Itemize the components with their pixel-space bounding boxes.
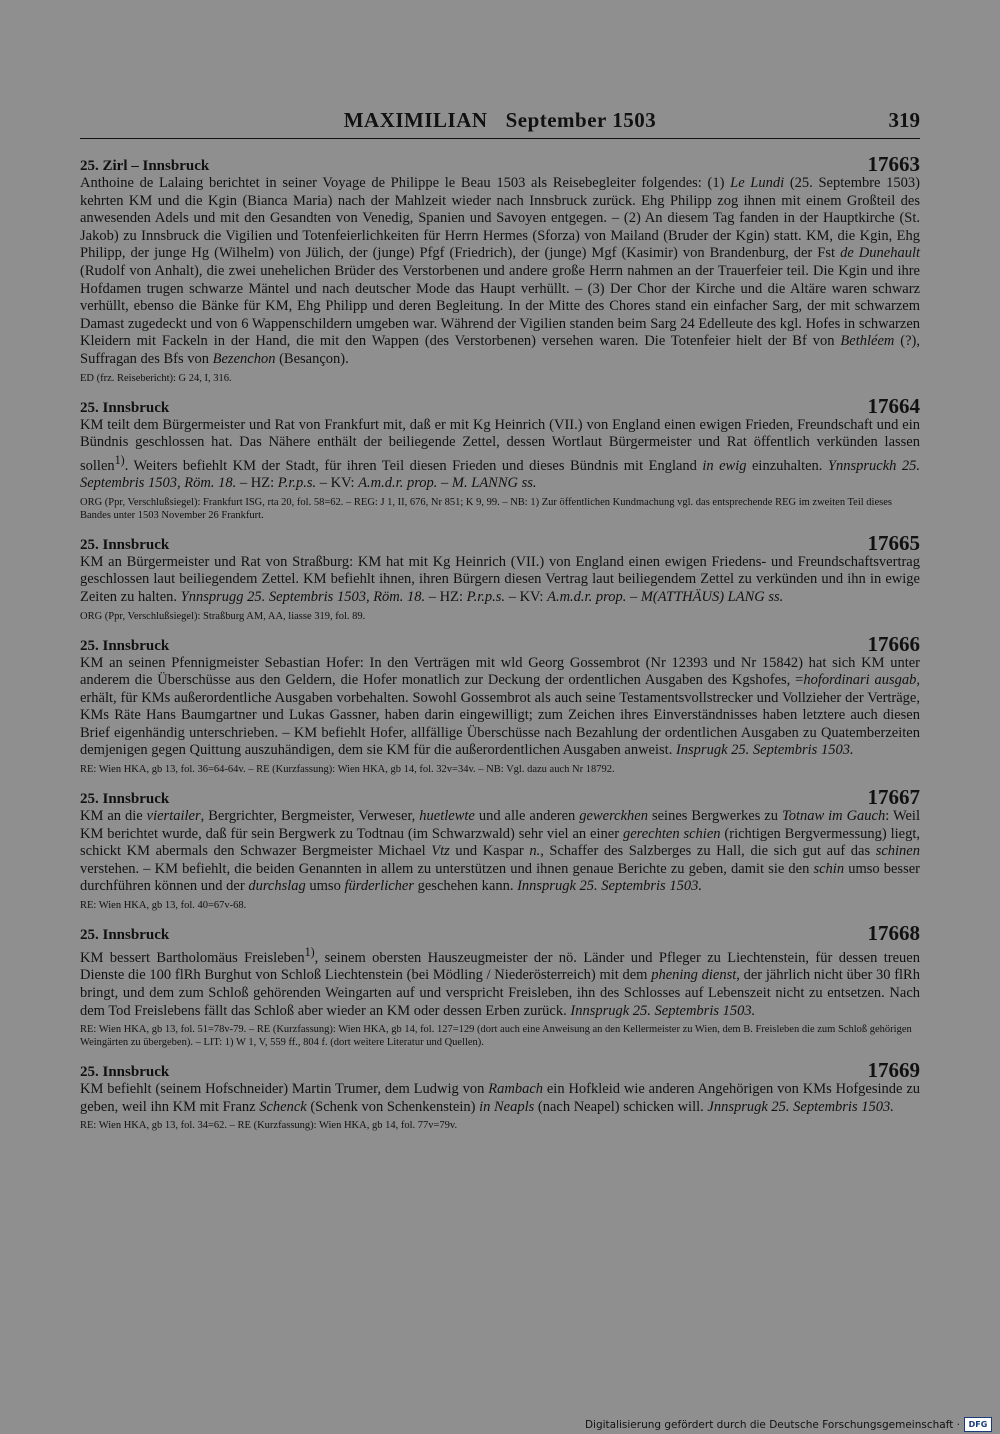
entry-number: 17665 [867, 530, 920, 555]
entry-number: 17669 [867, 1058, 920, 1083]
entry [80, 1059, 920, 1132]
entry [80, 633, 920, 777]
entry-head [80, 153, 920, 175]
entry-place: 25. Innsbruck [80, 791, 170, 808]
entry-number: 17667 [867, 785, 920, 810]
entry-place: 25. Innsbruck [80, 399, 170, 416]
entry-head [80, 633, 920, 655]
entry-place: 25. Innsbruck [80, 927, 170, 944]
document-page [80, 104, 920, 1132]
entry [80, 153, 920, 385]
entry [80, 786, 920, 912]
entry-text: KM an Bürgermeister und Rat von Straßburg: KM hat mit Kg Heinrich (VII.) von England einen ewigen Friedens- und Freundschaftsvertrag geschlossen laut beiliegendem Zettel. KM befiehlt ihnen, ihren Bürgern diesen Vertrag laut beiliegendem Zettel zu verkünden und ihn in ewige Zeiten zu halten. Ynnsprugg 25. Septembris 1503, Röm. 18. – HZ: P.r.p.s. – KV: A.m.d.r. prop. – M(ATTHÄUS) LANG ss. [80, 553, 920, 605]
entry-place: 25. Innsbruck [80, 1064, 170, 1081]
credit-text: Digitalisierung gefördert durch die Deutsche Forschungsgemeinschaft · [584, 1418, 960, 1431]
entry-source: ORG (Ppr, Verschlußsiegel): Frankfurt ISG, rta 20, fol. 58=62. – REG: J 1, II, 676, Nr 851; K 9, 99. – NB: 1) Zur öffentlichen Kundmachung vgl. das entsprechende REG im zweiten Teil dieses Bandes unter 1503 November 26 Frankfurt. [80, 496, 892, 521]
entries-list [80, 153, 920, 1132]
entry [80, 922, 920, 1049]
entry-source: RE: Wien HKA, gb 13, fol. 51=78v-79. – RE (Kurzfassung): Wien HKA, gb 14, fol. 127=129 (dort auch eine Anweisung an den Kellermeister zu Wien, dem B. Freisleben die zum Schloß gehörigen Weingärten zu übergeben). – LIT: 1) W 1, V, 559 ff., 804 f. (dort weitere Literatur und Quellen). [80, 1024, 912, 1049]
running-title-name: MAXIMILIAN [343, 108, 488, 132]
entry [80, 532, 920, 623]
entry-number: 17663 [867, 152, 920, 176]
entry-place: 25. Innsbruck [80, 637, 170, 654]
entry-place: 25. Innsbruck [80, 536, 170, 553]
page-header [80, 104, 920, 139]
entry-text: KM befiehlt (seinem Hofschneider) Martin Trumer, dem Ludwig von Rambach ein Hofkleid wie anderen Angehörigen von KMs Hofgesinde zu geben, weil ihn KM mit Franz Schenck (Schenk von Schenkenstein) in Neapls (nach Neapel) schicken will. Jnnsprugk 25. Septembris 1503. [80, 1081, 920, 1115]
entry [80, 395, 920, 522]
entry-text: Anthoine de Lalaing berichtet in seiner Voyage de Philippe le Beau 1503 als Reisebegleiter folgendes: (1) Le Lundi (25. Septembre 1503) kehrten KM und die Kgin (Bianca Maria) nach der Mahlzeit wieder nach Innsbruck zurück. Ehg Philipp zog ihnen mit einem Großteil des anwesenden Adels und mit den Gesandten von Venedig, Spanien und Savoyen entgegen. – (2) An diesem Tag fanden in der Hauptkirche (St. Jakob) zu Innsbruck die Vigilien und Totenfeierlichkeiten für Herrn Hermes (Sforza) von Mailand (Bruder der Kgin) statt. KM, die Kgin, Ehg Philipp, der junge Hg (Wilhelm) von Jülich, der (junge) Pfgf (Friedrich), der (junge) Mgf (Kasimir) von Brandenburg, der Fst de Dunehault (Rudolf von Anhalt), die zwei unehelichen Brüder des Verstorbenen und andere große Herrn nahmen an der Trauerfeier teil. Die Kgin und ihre Hofdamen trugen schwarze Mäntel und nach deutscher Mode das Haupt verhüllt. – (3) Der Chor der Kirche und die Altäre waren schwarz verhüllt, ebenso die Bänke für KM, Ehg Philipp und deren Begleitung. In der Mitte des Chores stand ein einfacher Sarg, der mit schwarzem Damast zugedeckt und von 6 Wappenschildern umgeben war. Während der Vigilien standen beim Sarg 24 Edelleute des kgl. Hofes in schwarzen Kleidern mit Fackeln in der Hand, die mit den Wappen (des Verstorbenen) versehen waren. Die Totenfeier hielt der Bf von Bethléem (?), Suffragan des Bfs von Bezenchon (Besançon). [80, 175, 921, 367]
entry-head [80, 922, 920, 944]
entry-text: KM an seinen Pfennigmeister Sebastian Hofer: In den Verträgen mit wld Georg Gossembrot (Nr 12393 und Nr 15842) hat sich KM unter anderem die Überschüsse aus den Geldern, die Hofer monatlich zur Deckung der ordentlichen Ausgaben des Kgshofes, =hofordinari ausgab, erhält, für KMs außerordentliche Ausgaben vorbehalten. Sowohl Gossembrot als auch seine Testamentsvollstrecker und Vollzieher der Verträge, KMs Räte Hans Baumgartner und Lukas Gassner, haben darin eingewilligt; zum Zeichen ihres Einverständnisses haben letztere auch diesen Brief eigenhändig unterschrieben. – KM befiehlt Hofer, allfällige Überschüsse nach Bezahlung der ordentlichen Ausgaben zu Quatemberzeiten demjenigen gegen Quittung auszuhändigen, dem sie KM für die außerordentlichen Ausgaben anweist. Insprugk 25. Septembris 1503. [80, 654, 920, 759]
entry-text: KM bessert Bartholomäus Freisleben$^{1)}$, seinem obersten Hauszeugmeister der nö. Länder und Pfleger zu Liechtenstein, für dessen treuen Dienste die 100 flRh Burghut von Schloß Liechtenstein (bei Mödling / Niederösterreich) mit dem phening dienst, der jährlich nicht über 30 flRh bringt, und dem zum Schloß gehörenden Weingarten auf und verspricht Freisleben, ihn des Schlosses auf Lebenszeit nicht zu entsetzen. Nach dem Tod Freislebens fällt das Schloß aber wieder an KM oder dessen Erben zurück. Innsprugk 25. Septembris 1503. [80, 945, 920, 1019]
entry-source: ED (frz. Reisebericht): G 24, I, 316. [80, 372, 232, 384]
page-number: 319 [888, 108, 920, 132]
entry-text: KM teilt dem Bürgermeister und Rat von Frankfurt mit, daß er mit Kg Heinrich (VII.) von England einen ewigen Frieden, Freundschaft und ein Bündnis geschlossen hat. Das Nähere enthält der beiliegende Zettel, dessen Wortlaut Bürgermeister und Rat öffentlich verkünden lassen sollen$^{1)}$. Weiters befiehlt KM der Stadt, für ihren Teil diesen Frieden und dieses Bündnis mit England in ewig einzuhalten. Ynnspruckh 25. Septembris 1503, Röm. 18. – HZ: P.r.p.s. – KV: A.m.d.r. prop. – M. LANNG ss. [80, 416, 920, 492]
digitization-credit [585, 1417, 992, 1432]
entry-number: 17664 [867, 393, 920, 418]
entry-head [80, 395, 920, 417]
dfg-logo: DFG [964, 1417, 992, 1432]
entry-source: RE: Wien HKA, gb 13, fol. 34=62. – RE (Kurzfassung): Wien HKA, gb 14, fol. 77v=79v. [80, 1120, 458, 1132]
running-title-date: September 1503 [505, 108, 657, 132]
entry-place: 25. Zirl – Innsbruck [80, 158, 210, 174]
entry-source: RE: Wien HKA, gb 13, fol. 40=67v-68. [80, 900, 247, 912]
entry-number: 17668 [867, 921, 920, 946]
running-title [80, 108, 920, 133]
entry-text: KM an die viertailer, Bergrichter, Bergmeister, Verweser, huetlewte und alle anderen gewerckhen seines Bergwerkes zu Totnaw im Gauch: Weil KM berichtet wurde, daß für sein Bergwerk zu Todtnau (im Schwarzwald) sehr viel an einer gerechten schien (richtigen Bergvermessung) liegt, schickt KM abermals den Schwazer Bergmeister Michael Vtz und Kaspar n., Schaffer des Salzberges zu Hall, die sich gut auf das schinen verstehen. – KM befiehlt, die beiden Genannten in allem zu unterstützen und ihnen genaue Berichte zu geben, damit sie den schin umso besser durchführen können und der durchslag umso fürderlicher geschehen kann. Innsprugk 25. Septembris 1503. [80, 808, 920, 895]
entry-head [80, 1059, 920, 1081]
entry-source: ORG (Ppr, Verschlußsiegel): Straßburg AM, AA, liasse 319, fol. 89. [80, 610, 366, 622]
entry-head [80, 532, 920, 554]
entry-source: RE: Wien HKA, gb 13, fol. 36=64-64v. – RE (Kurzfassung): Wien HKA, gb 14, fol. 32v=34v. – NB: Vgl. dazu auch Nr 18792. [80, 764, 615, 776]
entry-number: 17666 [867, 631, 920, 656]
entry-head [80, 786, 920, 808]
